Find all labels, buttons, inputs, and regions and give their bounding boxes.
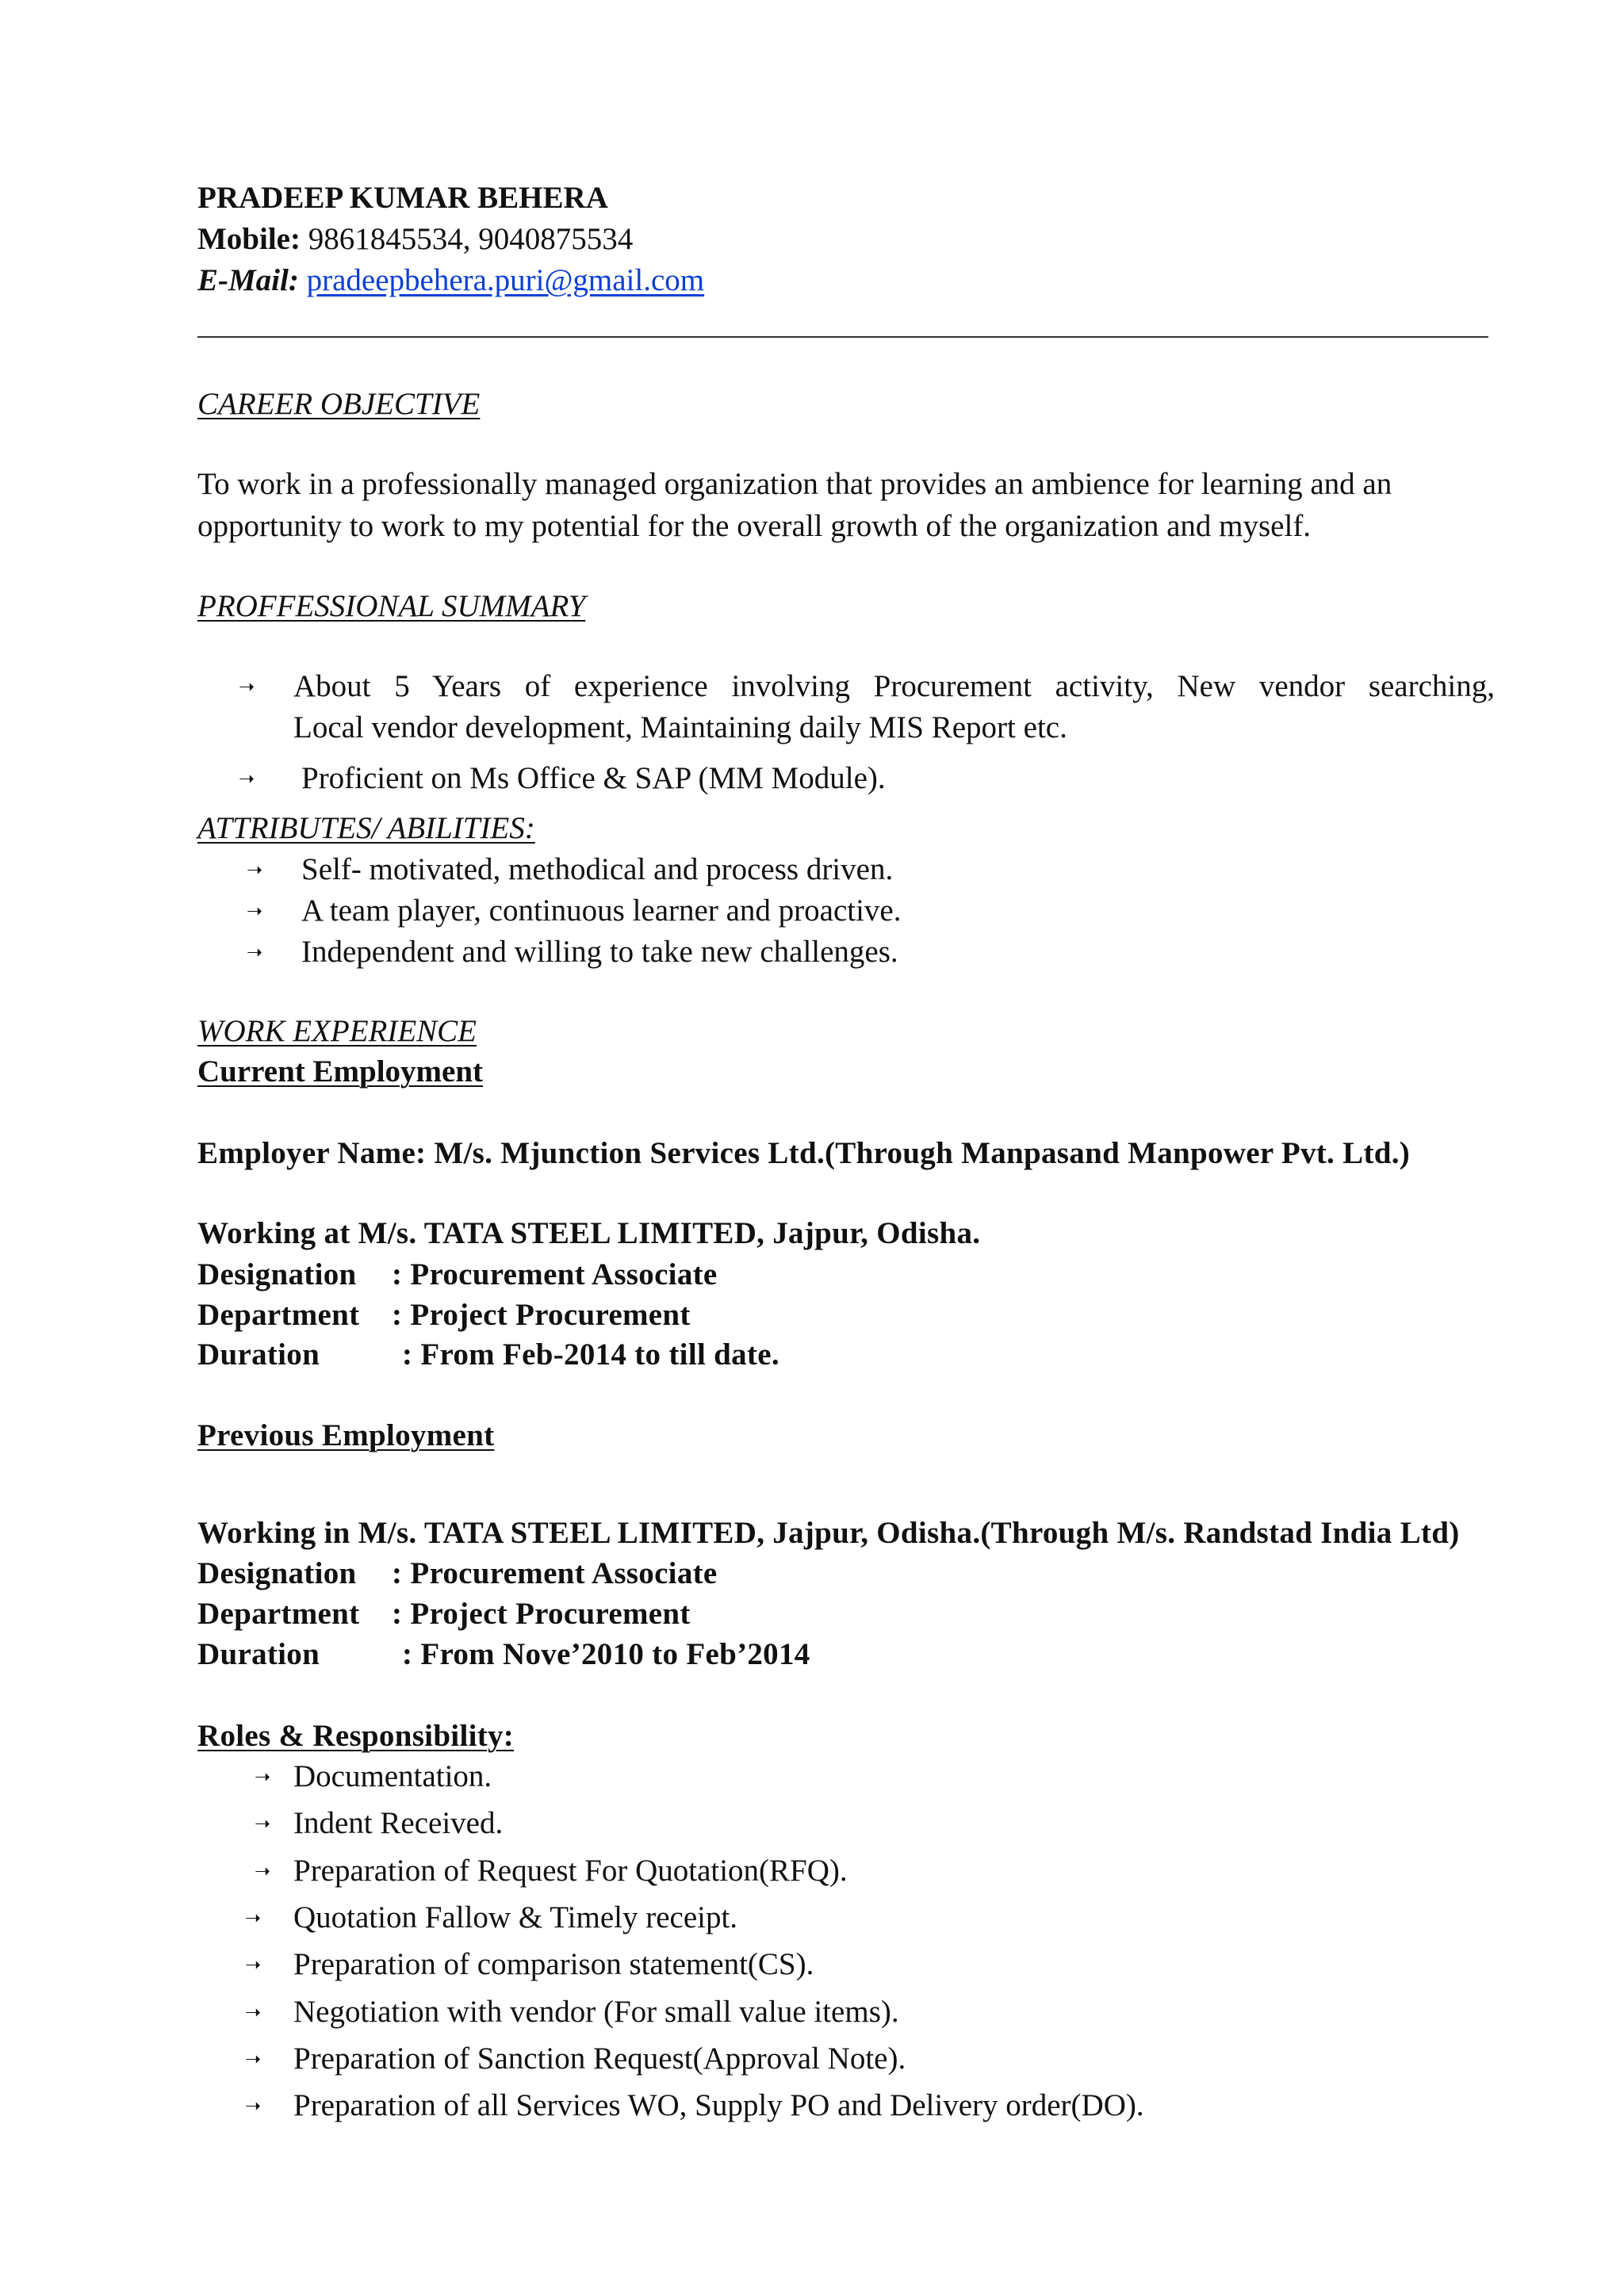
professional-summary-heading: PROFFESSIONAL SUMMARY xyxy=(197,589,586,623)
role-item-text: Documentation. xyxy=(293,1759,492,1793)
designation-label: Designation xyxy=(197,1257,357,1292)
designation-label: Designation xyxy=(197,1556,357,1590)
role-item-text: Quotation Fallow & Timely receipt. xyxy=(293,1900,738,1934)
current-employment-heading: Current Employment xyxy=(197,1054,484,1089)
arrow-right-icon: ➝ xyxy=(239,767,255,790)
mobile-line xyxy=(197,219,1495,260)
current-designation-row xyxy=(197,1254,1495,1295)
arrow-right-icon: ➝ xyxy=(245,2095,262,2117)
department-value: : Project Procurement xyxy=(392,1298,691,1332)
previous-designation-row xyxy=(197,1553,1495,1594)
email-line xyxy=(197,260,1495,301)
designation-value: : Procurement Associate xyxy=(392,1556,718,1590)
summary-item-text-2: Proficient on Ms Office & SAP (MM Module). xyxy=(301,761,886,795)
mobile-label: Mobile: xyxy=(197,222,301,256)
arrow-right-icon: ➝ xyxy=(245,2048,262,2070)
current-department-row xyxy=(197,1295,1495,1335)
email-link[interactable]: pradeepbehera.puri@gmail.com xyxy=(306,263,705,297)
work-experience-heading: WORK EXPERIENCE xyxy=(197,1014,477,1048)
arrow-right-icon: ➝ xyxy=(247,859,263,881)
career-objective-line-2: opportunity to work to my potential for the overall growth of the organization and myself. xyxy=(197,509,1312,543)
career-objective-text xyxy=(197,463,1492,547)
previous-employment-heading: Previous Employment xyxy=(197,1418,495,1452)
department-label: Department xyxy=(197,1597,360,1631)
arrow-right-icon: ➝ xyxy=(255,1860,271,1882)
header-divider xyxy=(197,336,1488,338)
role-item-text: Preparation of Sanction Request(Approval Note). xyxy=(293,2042,906,2076)
summary-item-text-1-cont: Local vendor development, Maintaining daily MIS Report etc. xyxy=(293,710,1067,744)
email-label: E-Mail: xyxy=(197,263,299,297)
attribute-item-text: Independent and willing to take new challenges. xyxy=(301,935,898,969)
department-label: Department xyxy=(197,1298,360,1332)
attribute-item-text: Self- motivated, methodical and process driven. xyxy=(301,852,894,886)
duration-label: Duration xyxy=(197,1637,320,1671)
attribute-item-text: A team player, continuous learner and proactive. xyxy=(301,894,902,928)
role-item-text: Preparation of all Services WO, Supply PO and Delivery order(DO). xyxy=(293,2088,1144,2122)
roles-heading: Roles & Responsibility: xyxy=(197,1719,515,1753)
arrow-right-icon: ➝ xyxy=(247,941,263,963)
attributes-heading: ATTRIBUTES/ ABILITIES: xyxy=(197,811,535,845)
arrow-right-icon: ➝ xyxy=(239,675,255,698)
arrow-right-icon: ➝ xyxy=(245,1907,262,1929)
current-duration-row xyxy=(197,1334,1495,1375)
current-working-at: Working at M/s. TATA STEEL LIMITED, Jajpur, Odisha. xyxy=(197,1216,981,1250)
role-item-text: Preparation of Request For Quotation(RFQ). xyxy=(293,1854,848,1888)
previous-department-row xyxy=(197,1594,1495,1634)
arrow-right-icon: ➝ xyxy=(247,900,263,922)
duration-value: : From Nove’2010 to Feb’2014 xyxy=(402,1637,810,1671)
summary-item-text-1: About 5 Years of experience involving Procurement activity, New vendor searching, xyxy=(293,669,1495,703)
department-value: : Project Procurement xyxy=(392,1597,691,1631)
duration-label: Duration xyxy=(197,1337,320,1372)
career-objective-heading: CAREER OBJECTIVE xyxy=(197,387,481,421)
previous-working-in: Working in M/s. TATA STEEL LIMITED, Jajpur, Odisha.(Through M/s. Randstad India Ltd) xyxy=(197,1516,1460,1550)
arrow-right-icon: ➝ xyxy=(245,2001,262,2023)
arrow-right-icon: ➝ xyxy=(245,1954,262,1976)
arrow-right-icon: ➝ xyxy=(255,1812,271,1835)
candidate-name: PRADEEP KUMAR BEHERA xyxy=(197,181,608,215)
current-employer-name: Employer Name: M/s. Mjunction Services Ltd.(Through Manpasand Manpower Pvt. Ltd.) xyxy=(197,1136,1411,1170)
previous-duration-row xyxy=(197,1634,1495,1674)
role-item-text: Indent Received. xyxy=(293,1806,504,1840)
designation-value: : Procurement Associate xyxy=(392,1257,718,1292)
duration-value: : From Feb-2014 to till date. xyxy=(402,1337,779,1372)
role-item-text: Preparation of comparison statement(CS). xyxy=(293,1947,814,1981)
arrow-right-icon: ➝ xyxy=(255,1766,271,1788)
mobile-value: 9861845534, 9040875534 xyxy=(308,222,634,256)
career-objective-line-1: To work in a professionally managed organization that provides an ambience for learning and an xyxy=(197,467,1392,501)
role-item-text: Negotiation with vendor (For small value items). xyxy=(293,1995,899,2029)
